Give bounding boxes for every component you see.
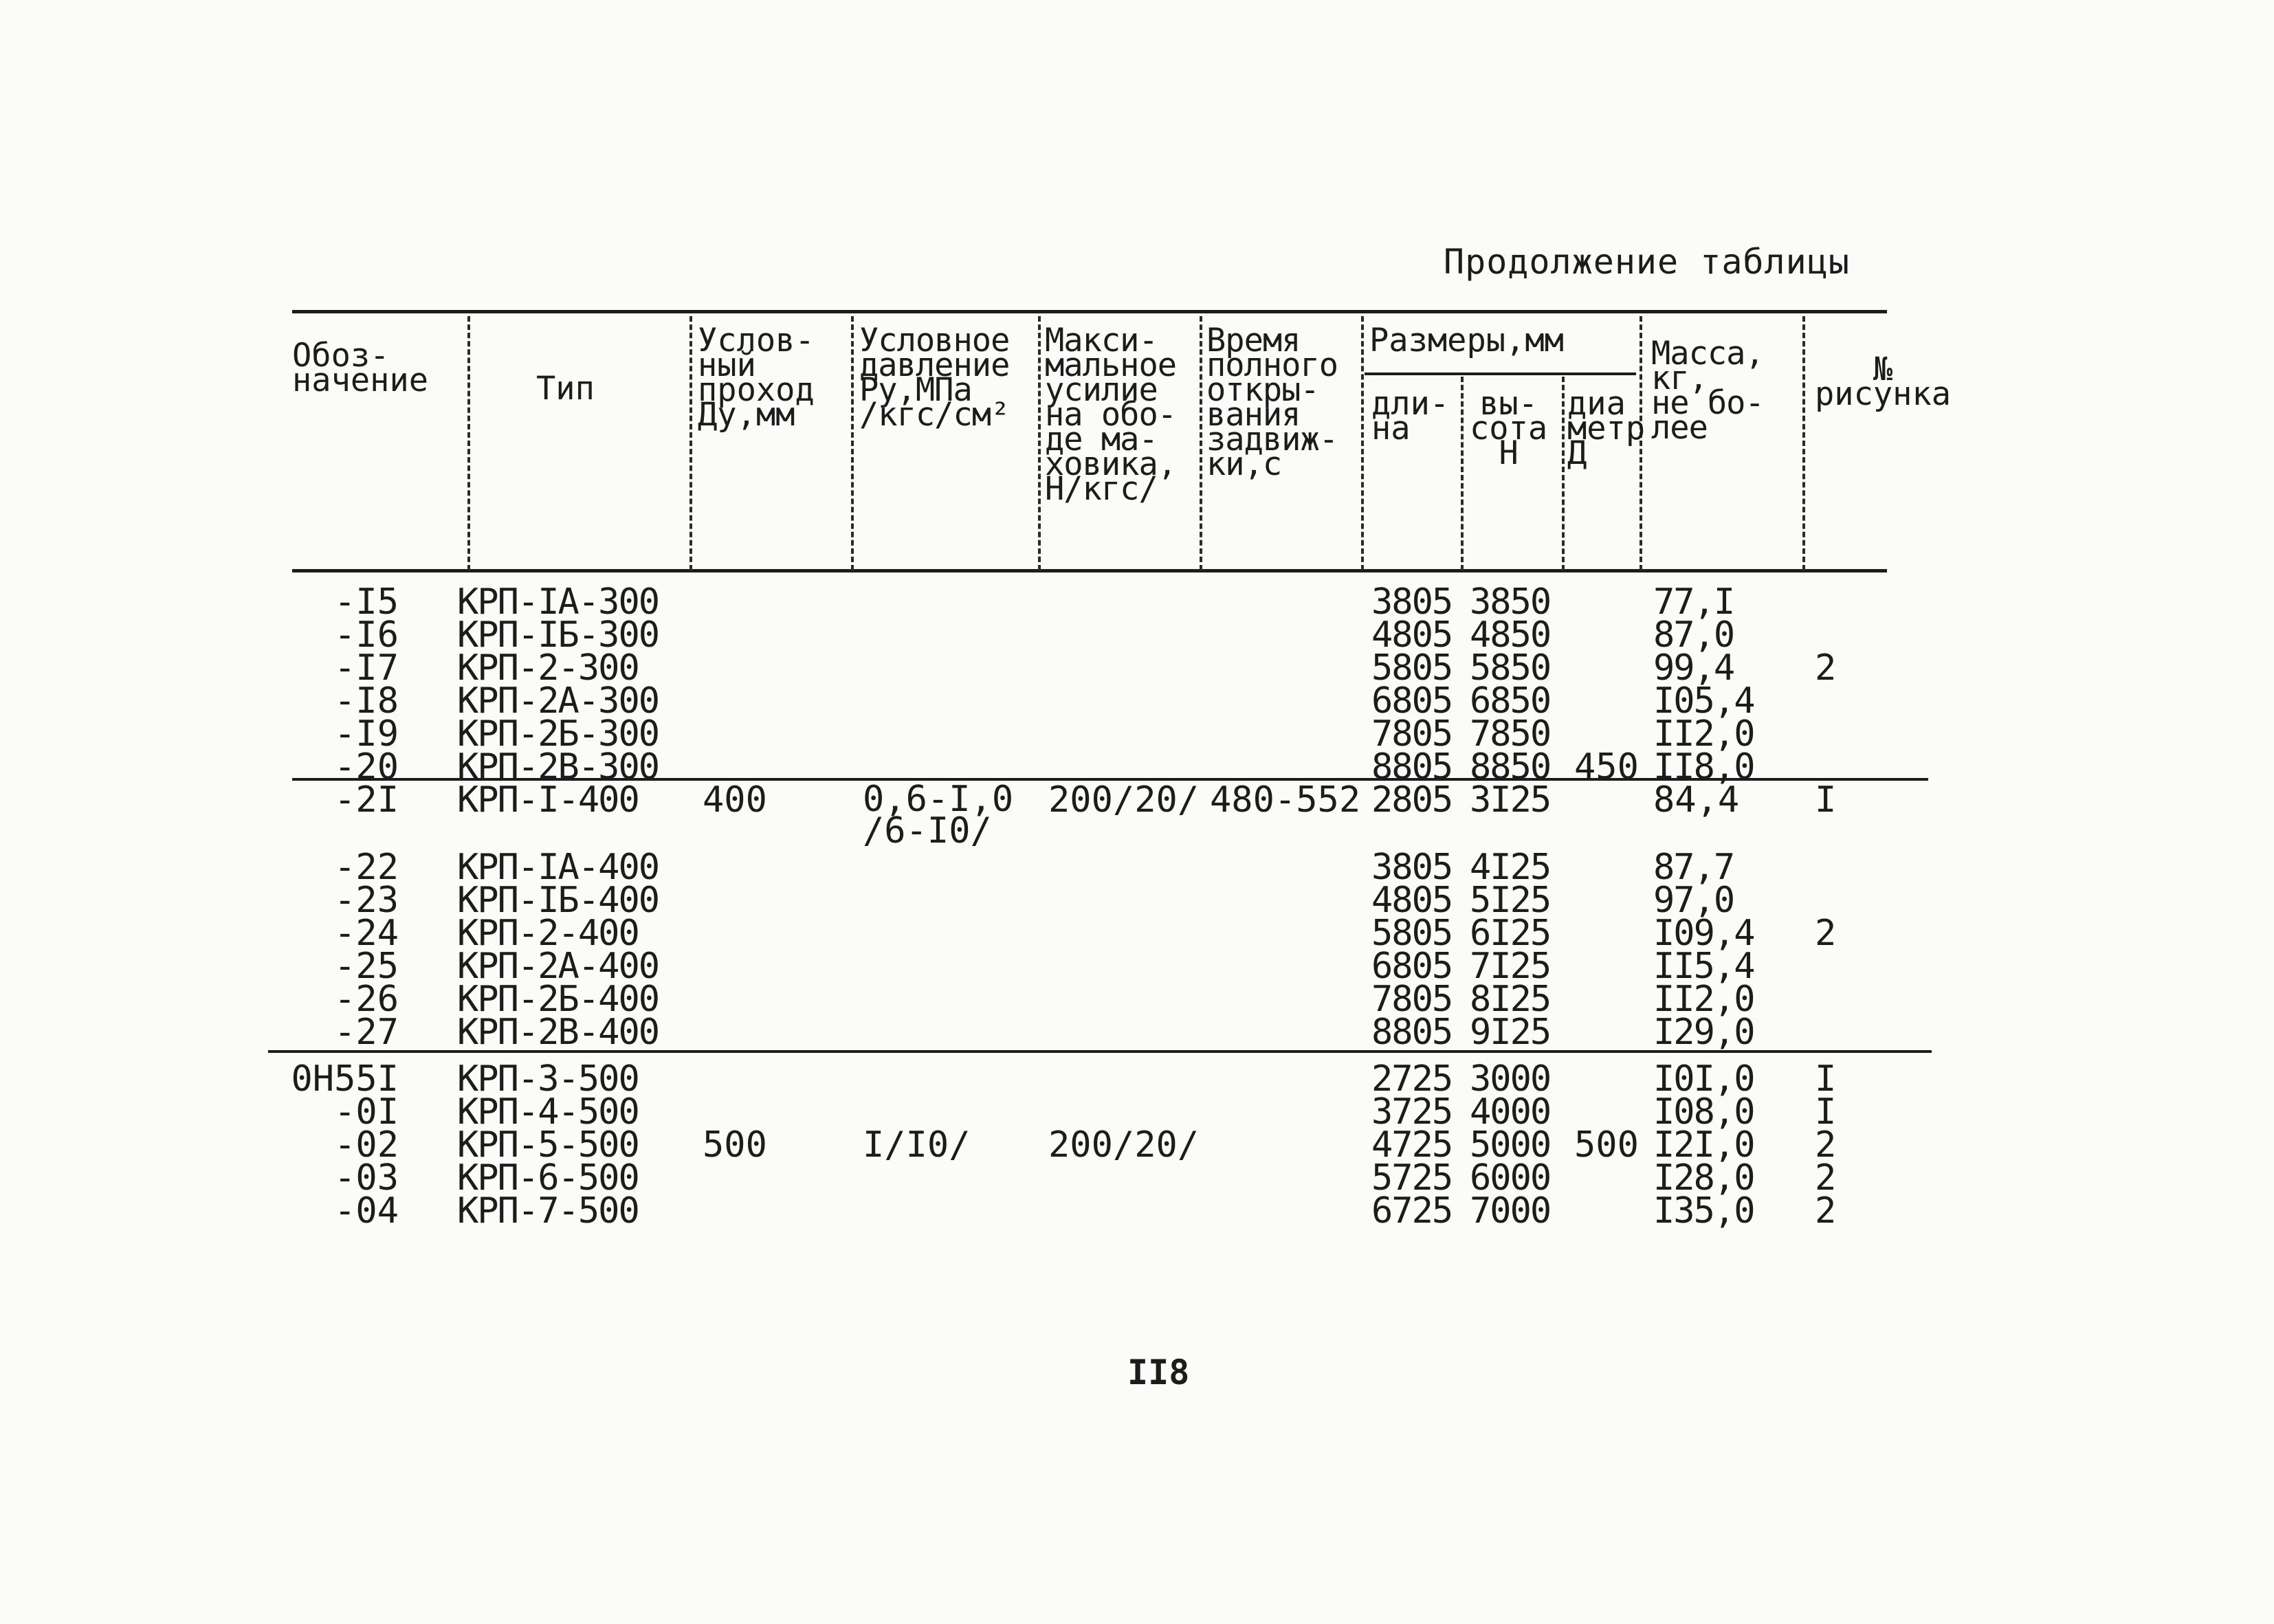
- table-cell: -23: [334, 880, 399, 921]
- group3-prokhod: 500: [703, 1124, 767, 1166]
- table-cell: 4I25: [1470, 847, 1551, 888]
- table-cell: 77,I: [1653, 581, 1734, 623]
- table-cell: 5I25: [1470, 880, 1551, 921]
- table-cell: КРП-IA-300: [457, 581, 659, 623]
- table-cell: 3805: [1371, 847, 1453, 888]
- table-cell: 87,0: [1653, 614, 1734, 656]
- table-cell: II2,0: [1653, 713, 1754, 755]
- header-vremya: Время полного откры- вания задвиж- ки,с: [1206, 322, 1338, 483]
- table-cell: КРП-7-500: [457, 1190, 639, 1232]
- header-dlina: дли- на: [1371, 385, 1450, 447]
- table-cell: КРП-2A-400: [457, 946, 659, 987]
- row21-davlenie: 0,6-I,0 /6-I0/: [863, 779, 1014, 852]
- table-cell: 8805: [1371, 1012, 1453, 1053]
- header-tip: Тип: [536, 370, 595, 408]
- table-cell: I: [1815, 1058, 1837, 1100]
- table-cell: 7805: [1371, 713, 1453, 755]
- table-cell: I35,0: [1653, 1190, 1754, 1232]
- table-cell: 97,0: [1653, 880, 1734, 921]
- table-cell: -I7: [334, 647, 399, 689]
- table-cell: 4805: [1371, 880, 1453, 921]
- table-cell: II2,0: [1653, 979, 1754, 1020]
- table-cell: -26: [334, 979, 399, 1020]
- table-cell: КРП-2A-300: [457, 680, 659, 722]
- table-cell: -24: [334, 913, 399, 954]
- table-cell: 8I25: [1470, 979, 1551, 1020]
- table-cell: 2: [1815, 1157, 1837, 1199]
- group1-oboz-col: [309, 581, 399, 788]
- header-col-divider: [1200, 316, 1202, 570]
- group2-vysota-col: [1470, 847, 1551, 1053]
- table-cell: 87,7: [1653, 847, 1734, 888]
- table-cell: 7850: [1470, 713, 1551, 755]
- table-cell: 4725: [1371, 1124, 1453, 1166]
- table-cell: 5805: [1371, 913, 1453, 954]
- table-cell: I08,0: [1653, 1091, 1754, 1133]
- table-cell: I2I,0: [1653, 1124, 1754, 1166]
- row21-massa: 84,4: [1653, 779, 1740, 821]
- table-cell: I28,0: [1653, 1157, 1754, 1199]
- group3-risunok-col: [1815, 1058, 1837, 1232]
- table-cell: 2725: [1371, 1058, 1453, 1100]
- row21-prokhod: 400: [703, 779, 767, 821]
- group2-tip-col: [457, 847, 659, 1053]
- table-cell: КРП-IБ-300: [457, 614, 659, 656]
- header-massa: Масса, кг, не бо- лее: [1651, 335, 1764, 447]
- row21-dlina: 2805: [1371, 779, 1453, 821]
- table-cell: 99,4: [1653, 647, 1734, 689]
- table-cell: -27: [334, 1012, 399, 1053]
- table-cell: КРП-IБ-400: [457, 880, 659, 921]
- table-cell: 6725: [1371, 1190, 1453, 1232]
- table-cell: 3850: [1470, 581, 1551, 623]
- row21-vysota: 3I25: [1470, 779, 1551, 821]
- table-cell: 6805: [1371, 680, 1453, 722]
- table-cell: -0I: [334, 1091, 399, 1133]
- table-cell: 5000: [1470, 1124, 1551, 1166]
- group3-tip-col: [457, 1058, 639, 1232]
- header-col-divider: [467, 316, 470, 570]
- group3-massa-col: [1653, 1058, 1754, 1232]
- row21-usilie: 200/20/: [1048, 779, 1200, 821]
- group1-tip-col: [457, 581, 659, 788]
- group3-oboz-col: [282, 1058, 399, 1232]
- group2-risunok: 2: [1815, 913, 1837, 954]
- table-cell: КРП-2В-300: [457, 746, 659, 788]
- table-cell: -I8: [334, 680, 399, 722]
- table-cell: 5805: [1371, 647, 1453, 689]
- page-number: II8: [1127, 1353, 1190, 1392]
- header-razmery: Размеры,мм: [1369, 322, 1564, 359]
- caption: Продолжение таблицы: [1444, 242, 1850, 282]
- table-cell: 2: [1815, 1124, 1837, 1166]
- table-cell: КРП-2Б-400: [457, 979, 659, 1020]
- table-cell: 3725: [1371, 1091, 1453, 1133]
- table-cell: I29,0: [1653, 1012, 1754, 1053]
- table-cell: 5725: [1371, 1157, 1453, 1199]
- table-top-rule: [292, 310, 1887, 313]
- group3-dlina-col: [1371, 1058, 1453, 1232]
- header-col-divider: [1461, 377, 1464, 570]
- group2-massa-col: [1653, 847, 1754, 1053]
- header-col-divider: [1361, 316, 1364, 570]
- header-col-divider: [689, 316, 692, 570]
- table-cell: КРП-2-400: [457, 913, 639, 954]
- header-diametr: диа метр Д: [1567, 385, 1646, 472]
- header-col-divider: [1038, 316, 1041, 570]
- table-cell: 8850: [1470, 746, 1551, 788]
- table-cell: КРП-3-500: [457, 1058, 639, 1100]
- table-cell: КРП-5-500: [457, 1124, 639, 1166]
- table-cell: I: [1815, 1091, 1837, 1133]
- group3-davlenie: I/I0/: [863, 1124, 971, 1166]
- table-cell: КРП-2Б-300: [457, 713, 659, 755]
- table-cell: 7000: [1470, 1190, 1551, 1232]
- table-cell: -25: [334, 946, 399, 987]
- group1-vysota-col: [1470, 581, 1551, 788]
- table-cell: 6I25: [1470, 913, 1551, 954]
- header-davlenie: Условное давление Ру,МПа /кгс/см²: [859, 322, 1010, 434]
- header-prokhod: Услов- ный проход Ду,мм: [698, 322, 815, 434]
- table-cell: II5,4: [1653, 946, 1754, 987]
- table-cell: -04: [334, 1190, 399, 1232]
- table-cell: КРП-2В-400: [457, 1012, 659, 1053]
- table-cell: 6805: [1371, 946, 1453, 987]
- razmery-subrule: [1365, 372, 1636, 375]
- table-cell: 6850: [1470, 680, 1551, 722]
- table-cell: I09,4: [1653, 913, 1754, 954]
- table-cell: 4850: [1470, 614, 1551, 656]
- table-cell: 4805: [1371, 614, 1453, 656]
- table-cell: 7805: [1371, 979, 1453, 1020]
- header-col-divider: [851, 316, 854, 570]
- row21-vremya: 480-552: [1210, 779, 1361, 821]
- group3-diametr: 500: [1574, 1124, 1639, 1166]
- table-cell: -I5: [334, 581, 399, 623]
- group3-usilie: 200/20/: [1048, 1124, 1200, 1166]
- group1-massa-col: [1653, 581, 1754, 788]
- table-cell: 4000: [1470, 1091, 1551, 1133]
- header-oboznachenie: Обоз- начение: [292, 337, 429, 399]
- header-vysota: вы- сота Н: [1470, 385, 1548, 472]
- table-cell: 5850: [1470, 647, 1551, 689]
- group1-diametr: 450: [1574, 746, 1639, 788]
- table-cell: 6000: [1470, 1157, 1551, 1199]
- group2-oboz-col: [309, 847, 399, 1053]
- table-cell: -I6: [334, 614, 399, 656]
- table-cell: 0Н55I: [291, 1058, 399, 1100]
- header-col-divider: [1802, 316, 1805, 570]
- table-cell: 3000: [1470, 1058, 1551, 1100]
- table-cell: -22: [334, 847, 399, 888]
- header-col-divider: [1562, 377, 1565, 570]
- table-cell: 9I25: [1470, 1012, 1551, 1053]
- row21-risunok: I: [1815, 779, 1837, 821]
- table-cell: II8,0: [1653, 746, 1754, 788]
- table-cell: КРП-4-500: [457, 1091, 639, 1133]
- table-cell: -I9: [334, 713, 399, 755]
- table-cell: I05,4: [1653, 680, 1754, 722]
- group1-dlina-col: [1371, 581, 1453, 788]
- table-cell: 8805: [1371, 746, 1453, 788]
- table-cell: I0I,0: [1653, 1058, 1754, 1100]
- table-cell: 3805: [1371, 581, 1453, 623]
- header-risunok: № рисунка: [1815, 351, 1952, 413]
- group3-vysota-col: [1470, 1058, 1551, 1232]
- group1-risunok: 2: [1815, 647, 1837, 689]
- table-cell: 2: [1815, 1190, 1837, 1232]
- table-cell: КРП-6-500: [457, 1157, 639, 1199]
- row21-oboz: -2I: [334, 779, 399, 821]
- table-cell: КРП-2-300: [457, 647, 639, 689]
- table-cell: -02: [334, 1124, 399, 1166]
- row21-tip: КРП-I-400: [457, 779, 639, 821]
- table-cell: КРП-IA-400: [457, 847, 659, 888]
- header-bottom-rule: [292, 569, 1887, 572]
- table-cell: -03: [334, 1157, 399, 1199]
- table-cell: -20: [334, 746, 399, 788]
- table-cell: 7I25: [1470, 946, 1551, 987]
- header-usilie: Макси- мальное усилие на обо- де ма- ховика, Н/кгс/: [1045, 322, 1177, 508]
- group2-dlina-col: [1371, 847, 1453, 1053]
